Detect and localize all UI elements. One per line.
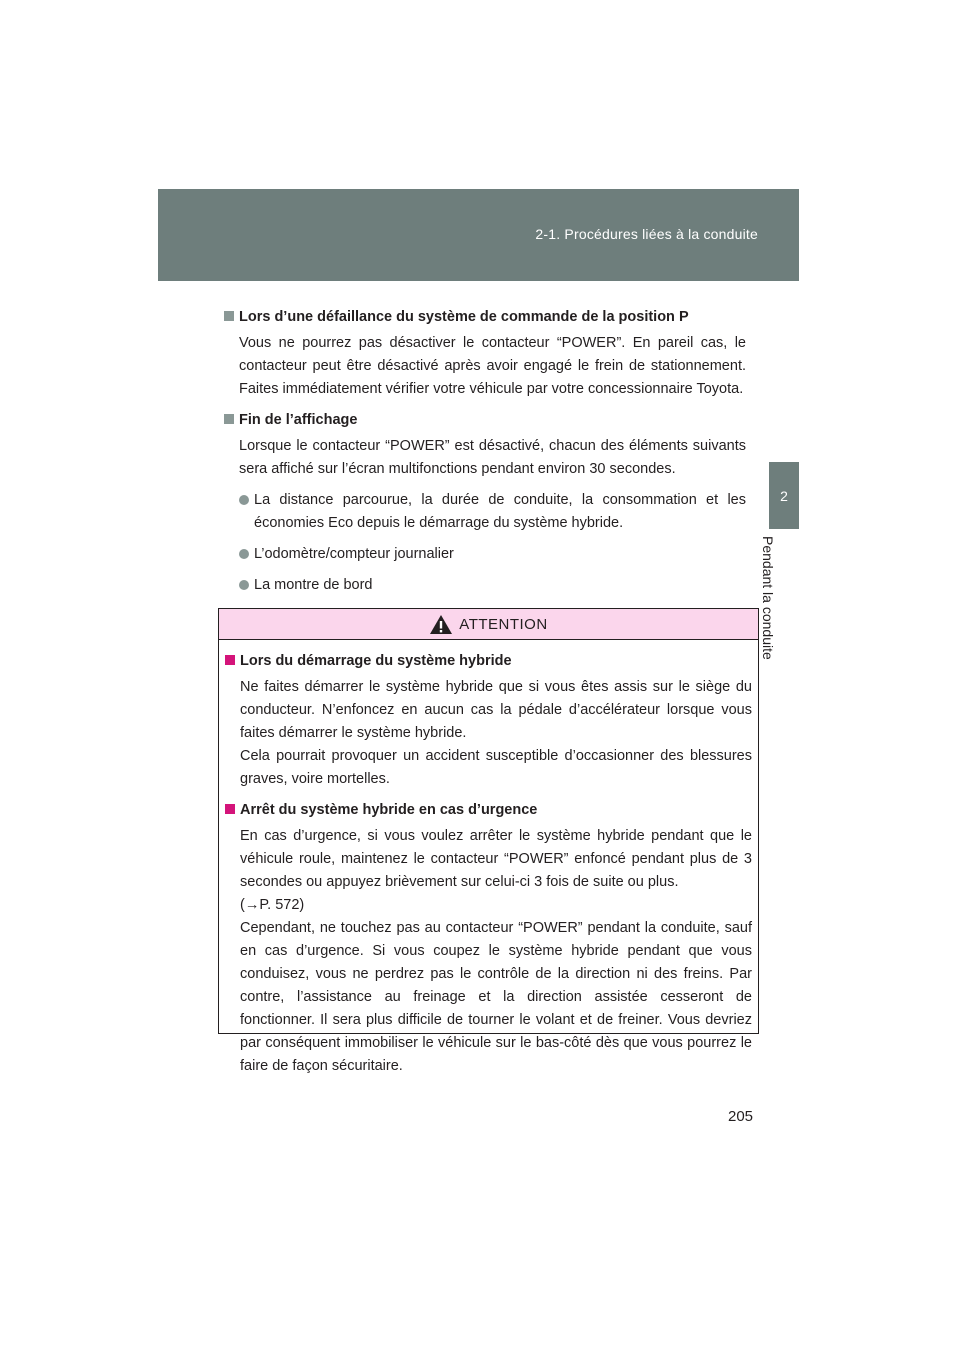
circle-bullet-icon	[239, 549, 249, 559]
warning-item-title: Arrêt du système hybride en cas d’urgence	[225, 799, 752, 821]
warning-triangle-icon	[429, 614, 453, 635]
square-bullet-icon	[224, 414, 234, 424]
square-bullet-icon	[225, 655, 235, 665]
section-text: Vous ne pourrez pas désactiver le contacteur “POWER”. En pareil cas, le contacteur peut être désactivé après avoir engagé le frein de stationnement. Faites immédiatement vérifier votre véhicule par votre concessionnaire Toyota.	[239, 335, 746, 397]
section-title: Lors d’une défaillance du système de commande de la position P	[224, 306, 746, 328]
section-text: Lorsque le contacteur “POWER” est désactivé, chacun des éléments suivants sera affiché sur l’écran multifonctions pendant environ 30 secondes.	[239, 438, 746, 477]
circle-bullet-icon	[239, 495, 249, 505]
section-title: Fin de l’affichage	[224, 409, 746, 431]
warning-text: En cas d’urgence, si vous voulez arrêter le système hybride pendant que le véhicule roule, maintenez le contacteur “POWER” enfoncé pendant plus de 3 secondes ou appuyez brièvement sur celui-ci 3 fois de suite ou plus.	[240, 828, 752, 890]
chapter-side-label-text: Pendant la conduite	[760, 536, 776, 660]
warning-text: Cependant, ne touchez pas au contacteur “POWER” pendant la conduite, sauf en cas d’urgence. Si vous coupez le système hybride pendant que vous conduisez, vous ne perdrez pas le contrôle de la direction ni des freins. Par contre, l’assistance au freinage et la direction assistée cesseront de fonctionner. Il sera plus difficile de tourner le volant et de freiner. Vous devriez par conséquent immobiliser le véhicule sur le bas-côté dès que vous pourrez le faire de façon sécuritaire.	[240, 920, 752, 1074]
square-bullet-icon	[224, 311, 234, 321]
main-content	[224, 306, 746, 597]
square-bullet-icon	[225, 804, 235, 814]
circle-bullet-icon	[239, 580, 249, 590]
list-item: La distance parcourue, la durée de conduite, la consommation et les économies Eco depuis le démarrage du système hybride.	[239, 489, 746, 535]
warning-body	[219, 640, 758, 1078]
list-item: L’odomètre/compteur journalier	[239, 543, 746, 566]
warning-title: ATTENTION	[459, 615, 548, 633]
list-item: La montre de bord	[239, 574, 746, 597]
section-p-position-failure	[224, 306, 746, 401]
page-reference: (→P. 572)	[240, 897, 305, 913]
chapter-header	[158, 189, 799, 281]
warning-box	[218, 608, 759, 1074]
chapter-tab: 2	[769, 462, 799, 529]
warning-item-title: Lors du démarrage du système hybride	[225, 650, 752, 672]
page-number: 205	[728, 1108, 754, 1125]
warning-text: Cela pourrait provoquer un accident susceptible d’occasionner des blessures graves, voire mortelles.	[240, 748, 752, 787]
warning-item-start	[225, 650, 752, 791]
warning-header	[219, 609, 758, 640]
section-display-end	[224, 409, 746, 597]
header-title: 2-1. Procédures liées à la conduite	[535, 226, 758, 242]
warning-text: Ne faites démarrer le système hybride que si vous êtes assis sur le siège du conducteur. N’enfoncez en aucun cas la pédale d’accélérateur lorsque vous faites démarrer le système hybride.	[240, 679, 752, 741]
warning-item-emergency-stop	[225, 799, 752, 1078]
